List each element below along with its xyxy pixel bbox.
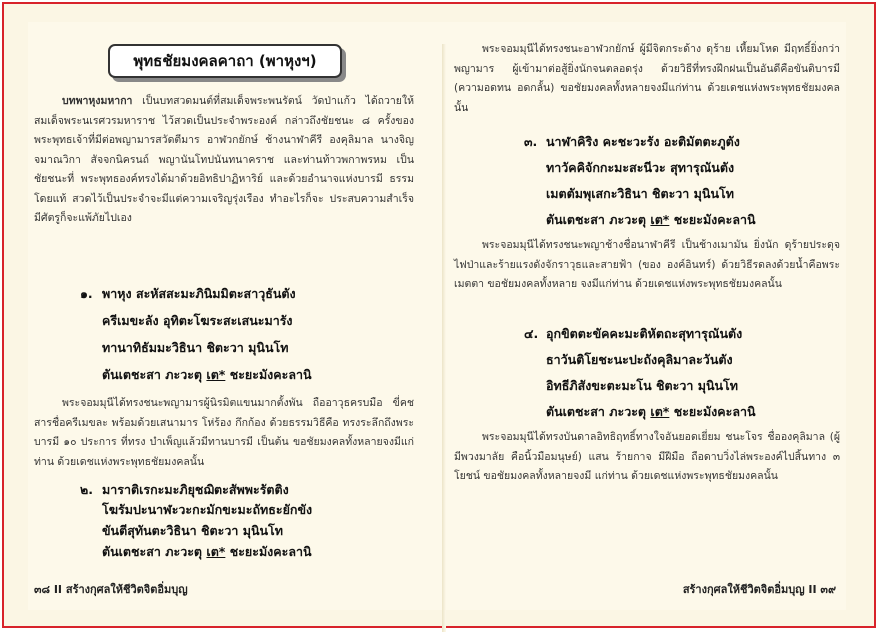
verse-2-line-4 — [102, 542, 312, 562]
verse-text: อุกขิตตะขัคคะมะติหัตถะสุทารุณันตัง — [546, 326, 743, 341]
verse-3-line-4 — [546, 210, 756, 230]
verse-4-line-4 — [546, 402, 756, 422]
intro-text: เป็นบทสวดมนต์ที่สมเด็จพระพนรัตน์ วัดป่าแก้ว ได้ถวายให้สมเด็จพระนเรศวรมหาราช ไว้สวดเป็นประจำพระองค์ กล่าวถึงชัยชนะ ๘ ครั้งของพระพุทธเจ้าที่มีต่อพญามารสวัดตีมาร อาฬวกยักษ์ ช้างนาฬาคีรี องคุลิมาล นางจิญจมาณวิกา สัจจกนิครนถ์ พญานันโทปนันทนาคราช และท่านท้าวพกาพรหม เป็นชัยชนะที่ พระพุทธองค์ทรงได้มาด้วยอิทธิปาฏิหาริย์ และด้วยอำนาจแห่งบารมี ธรรมโดยแท้ สวดไว้เป็นประจำจะมีแต่ความเจริญรุ่งเรือง ทำอะไรก็จะ ประสบความสำเร็จ มีศัตรูก็จะแพ้ภัยไปเอง — [34, 95, 414, 224]
verse-2-line-3: ขันตีสุทันตะวิธินา ชิตะวา มุนินโท — [102, 523, 284, 538]
verse-number: ๒. — [80, 482, 93, 497]
verse-3-line-1 — [524, 132, 740, 152]
paragraph-4: พระจอมมุนีได้ทรงบันดาลอิทธิฤทธิ์ทางใจอันยอดเยี่ยม ชนะโจร ชื่อองคุลิมาล (ผู้มีพวงมาลัย คือนิ้วมือมนุษย์) แสน ร้ายกาจ มีฝีมือ ถือดาบวิ่งไล่พระองค์ไปสิ้นทาง ๓ โยชน์ ขอชัยมงคลทั้งหลายจงมี แก่ท่าน ด้วยเดชแห่งพระพุทธชัยมงคลนั้น — [454, 431, 840, 482]
verse-number: ๔. — [524, 326, 539, 341]
verse-text: ชะยะมังคะลานิ — [669, 404, 756, 419]
verse-2-line-2: โฆรัมปะนาฬะวะกะมักขะมะถัทธะยักขัง — [102, 502, 313, 517]
right-page — [452, 22, 842, 610]
verse-text: ตันเตชะสา ภะวะตุ — [102, 367, 207, 382]
verse-1-line-3: ทานาทิธัมมะวิธินา ชิตะวา มุนินโท — [102, 340, 289, 355]
verse-1-line-4 — [102, 365, 312, 385]
verse-text: นาฬาคิริง คะชะวะรัง อะติมัตตะภูตัง — [546, 134, 740, 149]
verse-text: พาหุง สะหัสสะมะภินิมมิตะสาวุธันตัง — [102, 286, 296, 301]
verse-number: ๑. — [80, 286, 93, 301]
verse-4-line-1 — [524, 324, 742, 344]
verse-number: ๓. — [524, 134, 538, 149]
verse-3-line-2: ทาวัคคิจักกะมะสะนีวะ สุทารุณันตัง — [546, 160, 735, 175]
page-title: พุทธชัยมงคลคาถา (พาหุงฯ) — [108, 44, 342, 78]
verse-underlined-word: เต* — [650, 404, 670, 419]
verse-3-line-3: เมตตัมพุเสกะวิธินา ชิตะวา มุนินโท — [546, 186, 734, 201]
verse-underlined-word: เต* — [206, 544, 226, 559]
verse-text: ชะยะมังคะลานิ — [225, 544, 312, 559]
intro-lead: บทพาหุงมหากา — [62, 95, 133, 107]
verse-text: ตันเตชะสา ภะวะตุ — [546, 404, 651, 419]
verse-1-line-2: ครีเมขะลัง อุทิตะโฆระสะเสนะมารัง — [102, 313, 293, 328]
verse-4-line-3: อิทธีภิสังขะตะมะโน ชิตะวา มุนินโท — [546, 378, 738, 393]
left-page — [28, 22, 418, 610]
paragraph-1: พระจอมมุนีได้ทรงชนะพญามารผู้นิรมิตแขนมากตั้งพัน ถืออาวุธครบมือ ขี่คชสารชื่อครีเมขละ พร้อมด้วยเสนามาร โห่ร้อง กึกก้อง ด้วยธรรมวิธีคือ ทรงระลึกถึงพระบารมี ๑๐ ประการ ที่ทรง บำเพ็ญแล้วมีทานบารมี เป็นต้น ขอชัยมงคลทั้งหลายจงมีแก่ท่าน ด้วยเดชแห่งพระพุทธชัยมงคลนั้น — [34, 397, 414, 468]
book-spread — [28, 22, 846, 610]
verse-underlined-word: เต* — [650, 212, 670, 227]
verse-1-line-1 — [80, 284, 296, 304]
verse-2-line-1 — [80, 480, 289, 500]
verse-text: ตันเตชะสา ภะวะตุ — [546, 212, 651, 227]
page-footer-left: ๓๘ II สร้างกุศลให้ชีวิตจิตอิ่มบุญ — [34, 583, 188, 596]
verse-4-line-2: ธาวันติโยชะนะปะถังคุลิมาละวันตัง — [546, 352, 733, 367]
paragraph-3: พระจอมมุนีได้ทรงชนะพญาช้างชื่อนาฬาคีรี เป็นช้างเมามัน ยิ่งนัก ดุร้ายประดุจไฟป่าและร้ายแรงดังจักราวุธและสายฟ้า (ของ องค์อินทร์) ด้วยวิธีรดลงด้วยน้ำคือพระเมตตา ขอชัยมงคลทั้งหลาย จงมีแก่ท่าน ด้วยเดชแห่งพระพุทธชัยมงคลนั้น — [454, 239, 840, 290]
verse-text: ชะยะมังคะลานิ — [669, 212, 756, 227]
book-gutter — [442, 44, 446, 632]
page-footer-right: สร้างกุศลให้ชีวิตจิตอิ่มบุญ II ๓๙ — [682, 583, 836, 596]
paragraph-2: พระจอมมุนีได้ทรงชนะอาฬวกยักษ์ ผู้มีจิตกระด้าง ดุร้าย เหี้ยมโหด มีฤทธิ์ยิ่งกว่าพญามาร ผู้เข้ามาต่อสู้ยิ่งนักจนตลอดรุ่ง ด้วยวิธีที่ทรงฝึกฝนเป็นอันดีคือขันติบารมี (ความอดทน อดกลั้น) ขอชัยมงคลทั้งหลายจงมีแก่ท่าน ด้วยเดชแห่งพระพุทธชัยมงคลนั้น — [454, 43, 840, 114]
verse-text: ชะยะมังคะลานิ — [225, 367, 312, 382]
verse-text: ตันเตชะสา ภะวะตุ — [102, 544, 207, 559]
intro-paragraph — [34, 92, 414, 229]
verse-underlined-word: เต* — [206, 367, 226, 382]
verse-text: มาราติเรกะมะภิยุชฌิตะสัพพะรัตติง — [102, 482, 289, 497]
